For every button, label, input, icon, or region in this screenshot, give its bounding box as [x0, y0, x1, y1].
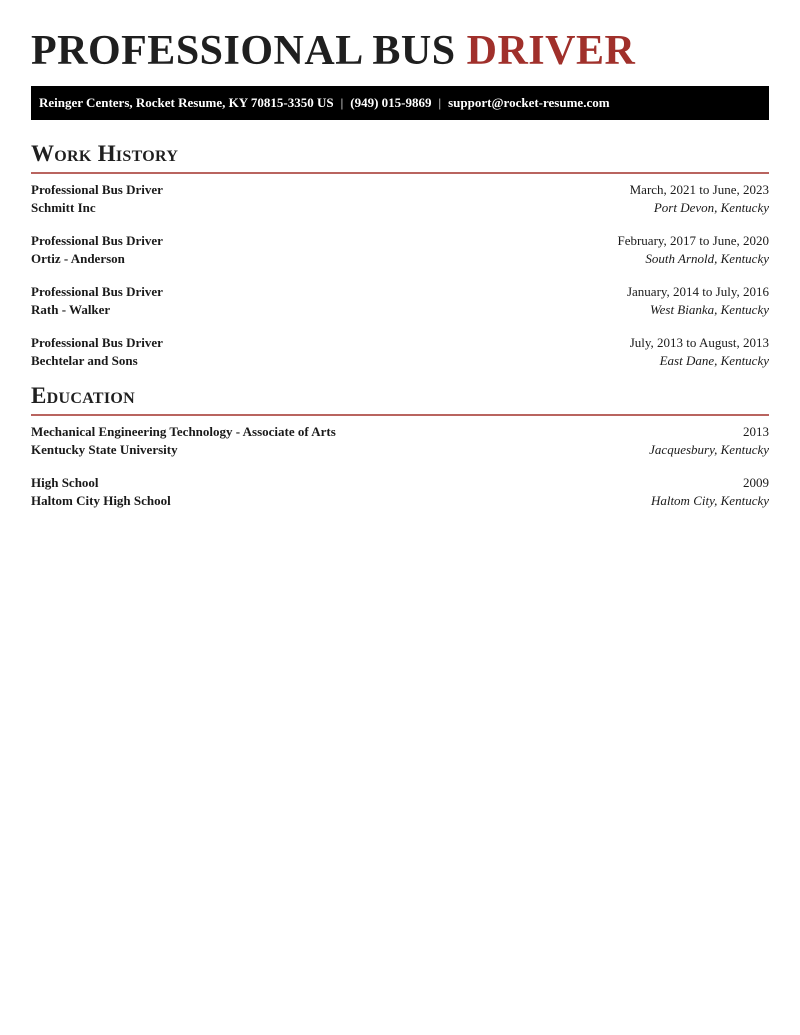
- contact-separator: |: [340, 95, 344, 110]
- job-location: Port Devon, Kentucky: [653, 200, 769, 215]
- contact-phone: (949) 015-9869: [350, 95, 432, 110]
- education-entry: [31, 474, 769, 510]
- job-title: Professional Bus Driver: [31, 335, 163, 350]
- education-heading: Education: [31, 383, 135, 408]
- job-location: West Bianka, Kentucky: [649, 302, 769, 317]
- work-entry: [31, 181, 769, 217]
- job-company: Bechtelar and Sons: [31, 353, 138, 368]
- school-name: Kentucky State University: [31, 442, 178, 457]
- contact-separator: |: [438, 95, 442, 110]
- job-title: Professional Bus Driver: [31, 284, 163, 299]
- job-dates: July, 2013 to August, 2013: [629, 335, 769, 350]
- job-dates: February, 2017 to June, 2020: [617, 233, 769, 248]
- job-dates: January, 2014 to July, 2016: [626, 284, 769, 299]
- job-company: Schmitt Inc: [31, 200, 96, 215]
- resume-title: [31, 27, 635, 75]
- job-location: South Arnold, Kentucky: [645, 251, 769, 266]
- contact-bar: [31, 86, 769, 120]
- work-history-heading: Work History: [31, 141, 179, 166]
- degree-year: 2013: [743, 424, 769, 439]
- school-location: Jacquesbury, Kentucky: [649, 442, 769, 457]
- work-history-divider: [31, 172, 769, 174]
- school-name: Haltom City High School: [31, 493, 171, 508]
- degree-name: High School: [31, 475, 99, 490]
- job-dates: March, 2021 to June, 2023: [629, 182, 769, 197]
- job-title: Professional Bus Driver: [31, 233, 163, 248]
- job-company: Rath - Walker: [31, 302, 111, 317]
- education-divider: [31, 414, 769, 416]
- education-entry: [31, 423, 769, 459]
- work-entry: [31, 334, 769, 370]
- job-company: Ortiz - Anderson: [31, 251, 125, 266]
- degree-name: Mechanical Engineering Technology - Associate of Arts: [31, 424, 336, 439]
- job-location: East Dane, Kentucky: [659, 353, 769, 368]
- degree-year: 2009: [743, 475, 769, 490]
- work-entry: [31, 232, 769, 268]
- title-accent: DRIVER: [466, 28, 636, 74]
- title-main: PROFESSIONAL BUS: [31, 28, 467, 74]
- work-entry: [31, 283, 769, 319]
- contact-address: Reinger Centers, Rocket Resume, KY 70815-3350 US: [39, 95, 334, 110]
- school-location: Haltom City, Kentucky: [650, 493, 769, 508]
- job-title: Professional Bus Driver: [31, 182, 163, 197]
- contact-email: support@rocket-resume.com: [448, 95, 610, 110]
